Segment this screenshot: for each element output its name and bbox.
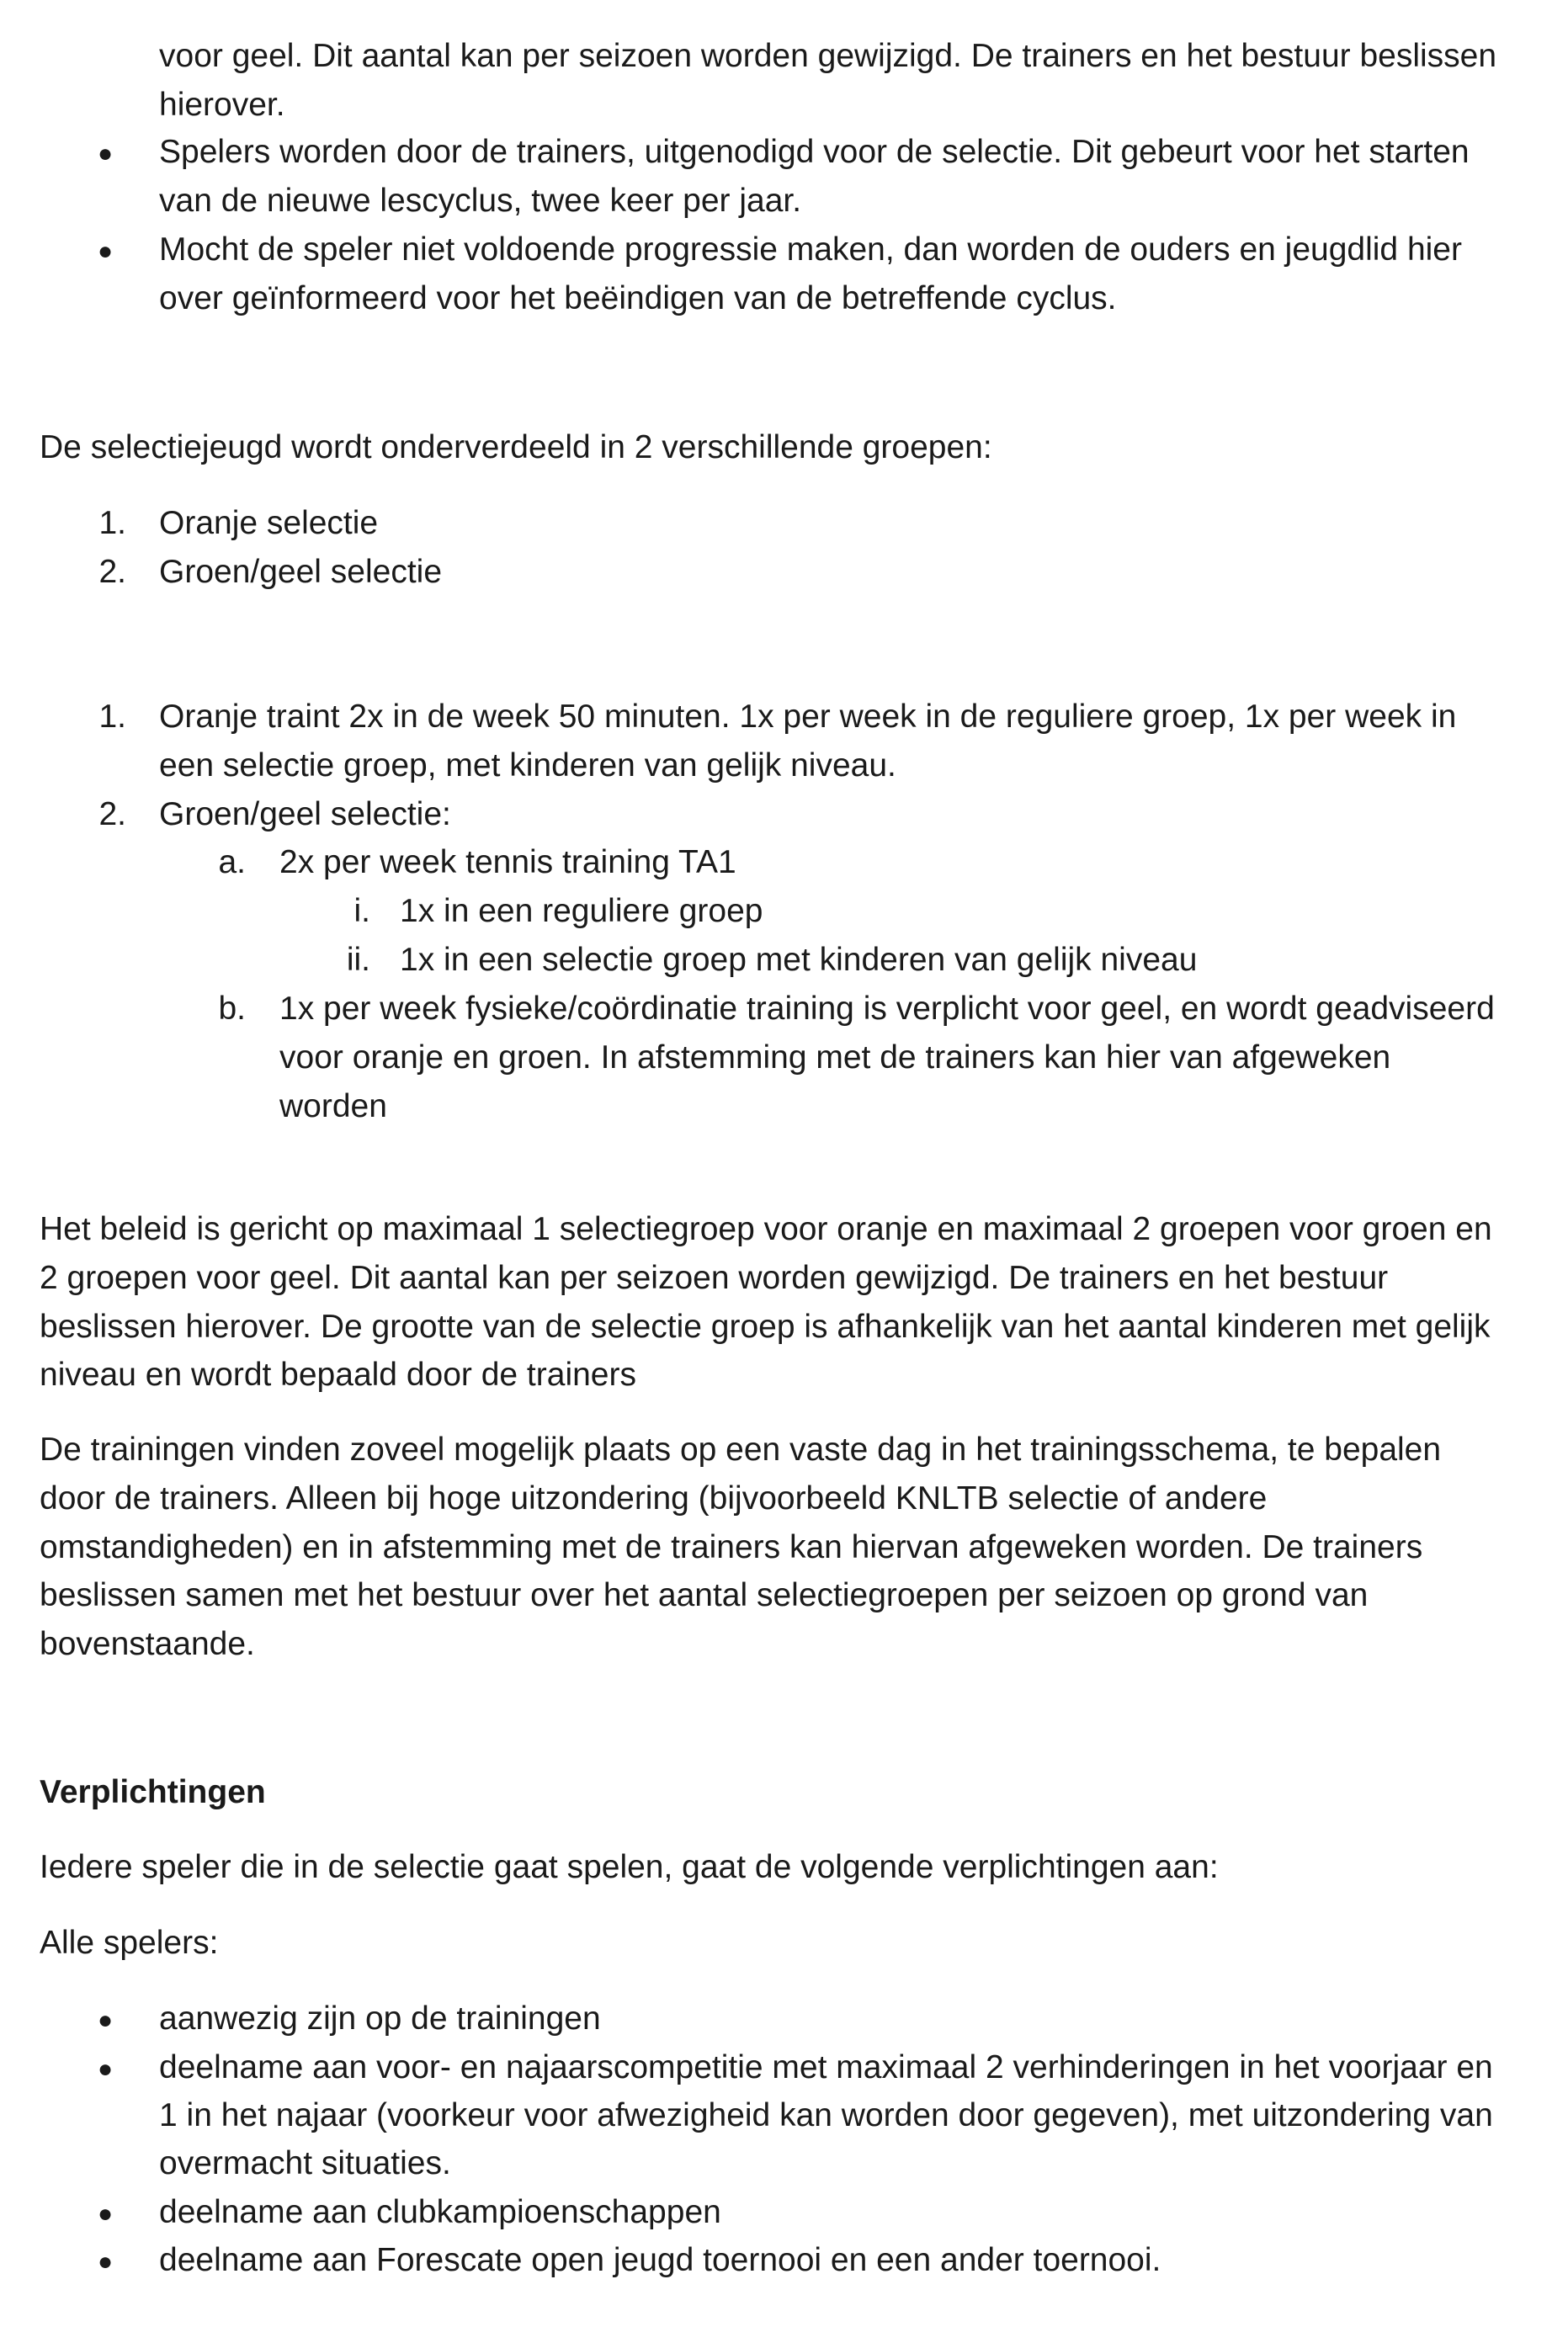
list-item-line: een selectie groep, met kinderen van gelijk niveau. <box>159 747 896 784</box>
list-marker: 1. <box>98 699 126 735</box>
paragraph-line: door de trainers. Alleen bij hoge uitzondering (bijvoorbeeld KNLTB selectie of andere <box>40 1480 1268 1517</box>
list-marker: b. <box>218 991 246 1027</box>
bullet-icon: ● <box>98 2200 114 2228</box>
paragraph-line: niveau en wordt bepaald door de trainers <box>40 1357 636 1393</box>
list-item-text: Groen/geel selectie <box>159 554 443 590</box>
paragraph-line: beslissen hierover. De grootte van de selectie groep is afhankelijk van het aantal kinderen met gelijk <box>40 1309 1491 1345</box>
paragraph-line: bovenstaande. <box>40 1626 255 1662</box>
list-item-line: 1 in het najaar (voorkeur voor afwezigheid kan worden door gegeven), met uitzondering van <box>159 2097 1493 2133</box>
list-item-line: deelname aan clubkampioenschappen <box>159 2194 721 2230</box>
list-marker: 2. <box>98 796 126 832</box>
list-item-line: aanwezig zijn op de trainingen <box>159 2000 601 2037</box>
paragraph-line: Het beleid is gericht op maximaal 1 selectiegroep voor oranje en maximaal 2 groepen voor groen en <box>40 1211 1492 1247</box>
list-item-line: Oranje traint 2x in de week 50 minuten. 1x per week in de reguliere groep, 1x per week in <box>159 699 1457 735</box>
paragraph-line: omstandigheden) en in afstemming met de trainers kan hiervan afgeweken worden. De trainers <box>40 1529 1423 1565</box>
bullet-icon: ● <box>98 237 114 265</box>
bullet-icon: ● <box>98 2006 114 2034</box>
list-item-line: 1x per week fysieke/coördinatie training is verplicht voor geel, en wordt geadviseerd <box>279 991 1495 1027</box>
list-item-text: 2x per week tennis training TA1 <box>279 844 736 880</box>
all-players-label: Alle spelers: <box>40 1925 219 1961</box>
list-item-line: worden <box>279 1088 387 1124</box>
bullet-icon: ● <box>98 2055 114 2083</box>
list-continuation-line: hierover. <box>159 87 285 123</box>
list-marker: ii. <box>346 942 370 978</box>
list-item-line: deelname aan Forescate open jeugd toernooi en een ander toernooi. <box>159 2242 1161 2278</box>
groups-intro-text: De selectiejeugd wordt onderverdeeld in 2 verschillende groepen: <box>40 429 992 465</box>
list-item-line: over geïnformeerd voor het beëindigen van de betreffende cyclus. <box>159 280 1117 316</box>
list-item-line: voor oranje en groen. In afstemming met de trainers kan hier van afgeweken <box>279 1039 1391 1076</box>
list-marker: a. <box>218 844 246 880</box>
list-marker: 1. <box>98 505 126 541</box>
list-item-text: 1x in een selectie groep met kinderen van gelijk niveau <box>400 942 1198 978</box>
bullet-icon: ● <box>98 2248 114 2276</box>
obligations-intro: Iedere speler die in de selectie gaat spelen, gaat de volgende verplichtingen aan: <box>40 1849 1219 1885</box>
list-item-text: 1x in een reguliere groep <box>400 893 763 929</box>
list-item-text: Oranje selectie <box>159 505 379 541</box>
section-heading: Verplichtingen <box>40 1774 266 1810</box>
list-item-text: Groen/geel selectie: <box>159 796 451 832</box>
list-marker: i. <box>353 893 370 929</box>
list-continuation-line: voor geel. Dit aantal kan per seizoen worden gewijzigd. De trainers en het bestuur beslissen <box>159 38 1497 74</box>
bullet-icon: ● <box>98 140 114 167</box>
paragraph-line: 2 groepen voor geel. Dit aantal kan per seizoen worden gewijzigd. De trainers en het bestuur <box>40 1260 1389 1296</box>
list-item-line: Spelers worden door de trainers, uitgenodigd voor de selectie. Dit gebeurt voor het starten <box>159 134 1470 170</box>
list-marker: 2. <box>98 554 126 590</box>
list-item-line: overmacht situaties. <box>159 2145 451 2181</box>
paragraph-line: De trainingen vinden zoveel mogelijk plaats op een vaste dag in het trainingsschema, te bepalen <box>40 1432 1442 1468</box>
list-item-line: deelname aan voor- en najaarscompetitie met maximaal 2 verhinderingen in het voorjaar en <box>159 2049 1493 2085</box>
list-item-line: Mocht de speler niet voldoende progressie maken, dan worden de ouders en jeugdlid hier <box>159 231 1462 268</box>
list-item-line: van de nieuwe lescyclus, twee keer per jaar. <box>159 183 802 219</box>
paragraph-line: beslissen samen met het bestuur over het aantal selectiegroepen per seizoen op grond van <box>40 1577 1369 1613</box>
